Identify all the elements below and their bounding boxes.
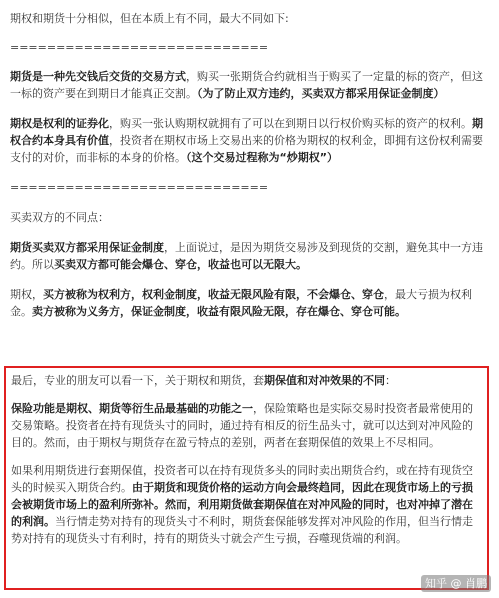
separator-line: ============================ bbox=[10, 181, 269, 194]
options-bold-2: 期权合约本身具有价值 bbox=[10, 117, 483, 147]
option-sides-bold-2: 卖方被称为义务方，保证金制度，收益有限风险无限，存在爆仓、穿仓可能。 bbox=[32, 305, 406, 318]
hedge1-bold: 保险功能是期权、期货等衍生品最基础的功能之一 bbox=[11, 402, 253, 415]
hedge-intro-text-1: 最后，专业的朋友可以看一下，关于期权和期货，套 bbox=[11, 374, 264, 387]
hedge-paragraph-2 bbox=[11, 462, 483, 547]
futures-bold-2: （为了防止双方违约，买卖双方都采用保证金制度） bbox=[197, 87, 445, 100]
hedge-intro-text-2: ： bbox=[385, 374, 396, 387]
futures-bold-1: 期货是一种先交钱后交货的交易方式 bbox=[10, 70, 186, 83]
both-sides-title: 买卖双方的不同点： bbox=[10, 211, 109, 224]
separator-line: ============================ bbox=[10, 41, 269, 54]
futures-text-1: ，购买一张期货合约就相当于购买了一定量的标的资产，但这一标的资产要在到期日才能真正交割。 bbox=[10, 70, 483, 100]
option-sides-text-2: ，最大亏损为权利金。 bbox=[10, 288, 472, 318]
option-sides-paragraph bbox=[10, 286, 492, 320]
options-bold-3: （这个交易过程称为“炒期权”） bbox=[186, 151, 338, 164]
option-sides-bold-1: 买方被称为权利方，权利金制度，收益无限风险有限，不会爆仓、穿仓 bbox=[43, 288, 384, 301]
hedge-intro-bold: 期保值和对冲效果的不同 bbox=[264, 374, 385, 387]
hedge-highlight-box bbox=[4, 366, 489, 590]
options-text-1: ，购买一张认购期权就拥有了可以在到期日以行权价购买标的资产的权利。 bbox=[109, 117, 472, 130]
hedge2-text-1: 如果利用期货进行套期保值，投资者可以在持有现货多头的同时卖出期货合约，或在持有现货空头的时候买入期货合约。 bbox=[11, 464, 473, 494]
options-text-2: ，投资者在期权市场上交易出来的价格为期权的权利金，即拥有这份权利需要支付的对价，而非标的本身的价格。 bbox=[10, 134, 483, 164]
hedge2-bold: 由于期货和现货价格的运动方向会最终趋同，因此在现货市场上的亏损会被期货市场上的盈利所弥补。然而，利用期货做套期保值在对冲风险的同时，也对冲掉了潜在的利润。 bbox=[11, 481, 473, 528]
options-paragraph bbox=[10, 115, 492, 166]
option-sides-text-1: 期权， bbox=[10, 288, 43, 301]
document-body bbox=[10, 10, 492, 320]
hedge1-text: ，保险策略也是实际交易时投资者最常使用的交易策略。投资者在持有现货头寸的同时，通过持有相反的衍生品头寸，就可以达到对冲风险的目的。然而，由于期权与期货存在盈亏特点的差别，两者在套期保值的效果上不尽相同。 bbox=[11, 402, 473, 449]
both-sides-paragraph bbox=[10, 239, 492, 273]
intro-text: 期权和期货十分相似，但在本质上有不同，最大不同如下: bbox=[10, 12, 289, 25]
futures-paragraph bbox=[10, 68, 492, 102]
both-text-1: ，上面说过，是因为期货交易涉及到现货的交割，避免其中一方违约。所以 bbox=[10, 241, 483, 271]
hedge-intro bbox=[11, 372, 483, 389]
both-bold-2: 买卖双方都可能会爆仓、穿仓，收益也可以无限大。 bbox=[54, 258, 307, 271]
both-bold-1: 期货买卖双方都采用保证金制度 bbox=[10, 241, 164, 254]
hedge2-text-2: 当行情走势对持有的现货头寸不利时，期货套保能够发挥对冲风险的作用，但当行情走势对持有的现货头寸有利时，持有的期货头寸就会产生亏损，吞噬现货端的利润。 bbox=[11, 515, 473, 545]
options-bold-1: 期权是权利的证券化 bbox=[10, 117, 109, 130]
watermark-logo: 知乎 @ 肖鹏 bbox=[421, 575, 491, 592]
hedge-paragraph-1 bbox=[11, 400, 483, 451]
